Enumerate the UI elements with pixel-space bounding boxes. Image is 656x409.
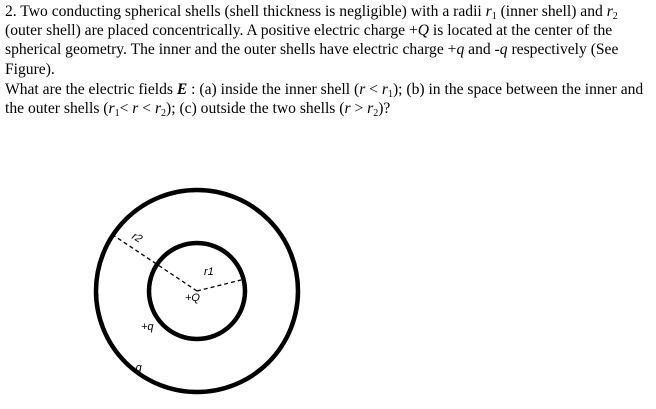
text-segment: (outer shell) are placed concentrically. A positive electric charge + <box>5 22 418 40</box>
radius-r1-line <box>197 280 241 291</box>
symbol-q: q <box>456 41 465 59</box>
text-segment: is located at the center of the spherical geometry. The inner and the outer shells have electric charge + <box>5 22 613 59</box>
symbol-r: r <box>485 3 492 20</box>
subscript-2: 2 <box>373 108 379 120</box>
label-r2: r2 <box>129 230 145 246</box>
symbol-r: r <box>606 3 613 20</box>
text-segment: ); (b) in the space between the inner and the outer shells ( <box>5 80 644 118</box>
subscript-2: 2 <box>612 11 618 22</box>
symbol-r: r <box>132 100 139 118</box>
subscript-1: 1 <box>491 11 497 22</box>
text-segment: ); (c) outside the two shells ( <box>166 100 345 118</box>
label-inner-charge: +q <box>141 321 154 333</box>
symbol-r: r <box>359 80 366 98</box>
text-segment: < <box>365 80 382 98</box>
label-r1: r1 <box>204 266 214 278</box>
subscript-2: 2 <box>161 108 167 120</box>
symbol-r: r <box>381 80 388 98</box>
text-segment: What are the electric fields <box>5 80 177 98</box>
symbol-r: r <box>367 100 374 118</box>
text-segment: and - <box>464 41 500 59</box>
text-segment: )? <box>378 100 391 118</box>
text-segment: < <box>119 100 133 118</box>
symbol-Q: Q <box>417 22 430 40</box>
text-segment: < <box>138 100 155 118</box>
subscript-1: 1 <box>114 108 120 120</box>
text-segment: (inner shell) and <box>496 3 607 20</box>
text-segment: : (a) inside the inner shell ( <box>187 80 360 98</box>
symbol-r: r <box>154 100 162 118</box>
subscript-1: 1 <box>387 88 393 100</box>
text-segment: 2. Two conducting spherical shells (shell thickness is negligible) with a radii <box>5 3 486 20</box>
symbol-r: r <box>344 100 351 118</box>
symbol-q: q <box>499 41 508 59</box>
symbol-E: E <box>176 80 188 98</box>
text-segment: respectively (See Figure). <box>5 41 619 78</box>
label-center-charge: +Q <box>185 292 200 304</box>
symbol-r: r <box>108 100 115 118</box>
label-outer-charge: -q <box>132 362 142 374</box>
text-segment: > <box>350 100 368 118</box>
